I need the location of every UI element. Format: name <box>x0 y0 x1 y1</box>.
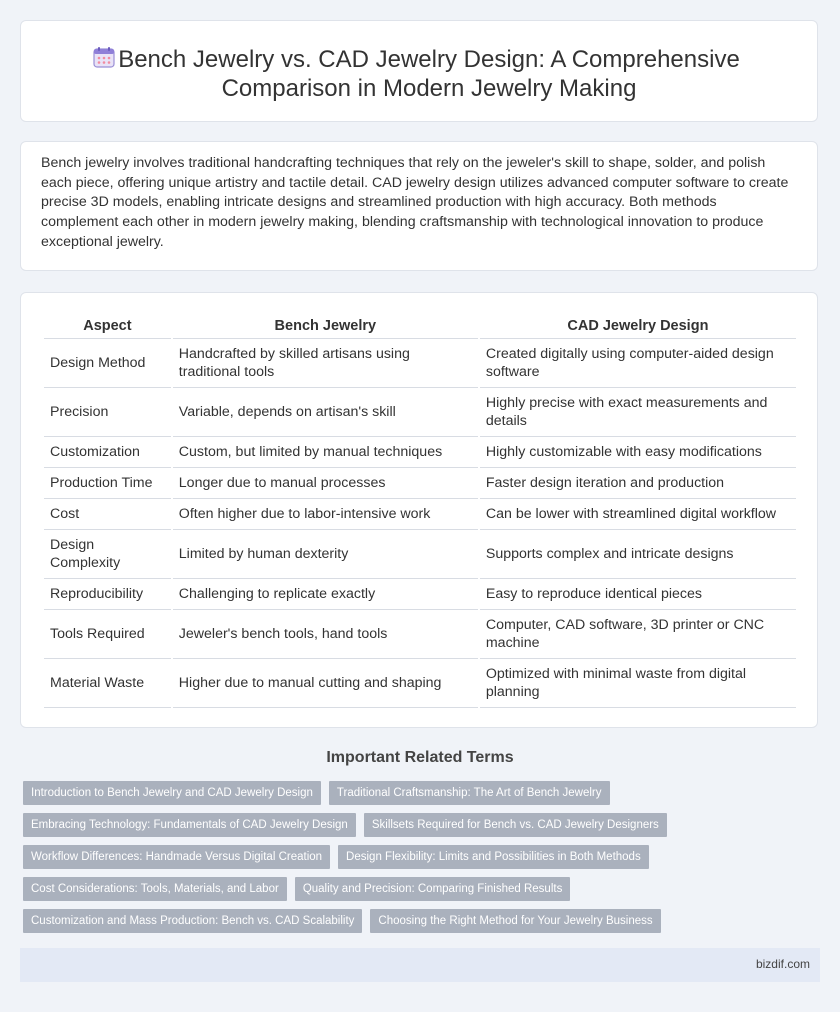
intro-paragraph: Bench jewelry involves traditional handcrafting techniques that rely on the jeweler's skill to shape, solder, and polish each piece, offering unique artistry and tactile detail. CAD jewelry design utilizes advanced computer software to create precise 3D models, enabling intricate designs and streamlined production with high accuracy. Both methods complement each other in modern jewelry making, blending craftsmanship with technological innovation to produce exceptional jewelry. <box>41 155 789 250</box>
related-term-link[interactable]: Customization and Mass Production: Bench vs. CAD Scalability <box>23 909 362 933</box>
table-cell: Highly precise with exact measurements and details <box>480 388 796 437</box>
table-cell: Precision <box>44 388 171 437</box>
table-cell: Design Method <box>44 339 171 388</box>
table-row <box>44 610 796 659</box>
table-row <box>44 388 796 437</box>
table-cell: Supports complex and intricate designs <box>480 530 796 579</box>
table-cell: Reproducibility <box>44 579 171 610</box>
column-header-cad: CAD Jewelry Design <box>480 316 796 339</box>
table-cell: Material Waste <box>44 659 171 708</box>
table-cell: Computer, CAD software, 3D printer or CNC machine <box>480 610 796 659</box>
table-cell: Longer due to manual processes <box>173 468 478 499</box>
related-term-link[interactable]: Quality and Precision: Comparing Finished Results <box>295 877 571 901</box>
table-header-row <box>44 316 796 339</box>
column-header-aspect: Aspect <box>44 316 171 339</box>
table-row <box>44 437 796 468</box>
table-cell: Created digitally using computer-aided design software <box>480 339 796 388</box>
table-cell: Variable, depends on artisan's skill <box>173 388 478 437</box>
comparison-card <box>20 292 818 728</box>
table-row <box>44 499 796 530</box>
table-row <box>44 339 796 388</box>
table-cell: Design Complexity <box>44 530 171 579</box>
related-term-link[interactable]: Workflow Differences: Handmade Versus Digital Creation <box>23 845 330 869</box>
table-cell: Tools Required <box>44 610 171 659</box>
table-row <box>44 468 796 499</box>
site-name[interactable]: bizdif.com <box>755 957 810 971</box>
table-cell: Handcrafted by skilled artisans using traditional tools <box>173 339 478 388</box>
related-term-link[interactable]: Embracing Technology: Fundamentals of CAD Jewelry Design <box>23 813 356 837</box>
table-cell: Customization <box>44 437 171 468</box>
related-terms-list <box>23 781 813 941</box>
related-term-link[interactable]: Skillsets Required for Bench vs. CAD Jewelry Designers <box>364 813 667 837</box>
table-row <box>44 579 796 610</box>
page-title: Bench Jewelry vs. CAD Jewelry Design: A Comprehensive Comparison in Modern Jewelry Making <box>118 46 740 102</box>
column-header-bench: Bench Jewelry <box>173 316 478 339</box>
table-cell: Jeweler's bench tools, hand tools <box>173 610 478 659</box>
table-cell: Custom, but limited by manual techniques <box>173 437 478 468</box>
table-row <box>44 659 796 708</box>
table-row <box>44 530 796 579</box>
related-term-link[interactable]: Design Flexibility: Limits and Possibilities in Both Methods <box>338 845 649 869</box>
table-cell: Easy to reproduce identical pieces <box>480 579 796 610</box>
table-cell: Production Time <box>44 468 171 499</box>
table-cell: Cost <box>44 499 171 530</box>
table-cell: Highly customizable with easy modifications <box>480 437 796 468</box>
comparison-table <box>42 316 798 708</box>
title-card <box>20 20 818 122</box>
table-cell: Often higher due to labor-intensive work <box>173 499 478 530</box>
related-term-link[interactable]: Cost Considerations: Tools, Materials, and Labor <box>23 877 287 901</box>
table-cell: Challenging to replicate exactly <box>173 579 478 610</box>
related-term-link[interactable]: Traditional Craftsmanship: The Art of Bench Jewelry <box>329 781 610 805</box>
footer <box>20 948 820 982</box>
table-cell: Can be lower with streamlined digital workflow <box>480 499 796 530</box>
table-cell: Limited by human dexterity <box>173 530 478 579</box>
table-cell: Optimized with minimal waste from digital planning <box>480 659 796 708</box>
table-cell: Higher due to manual cutting and shaping <box>173 659 478 708</box>
related-terms-heading: Important Related Terms <box>326 749 514 766</box>
table-cell: Faster design iteration and production <box>480 468 796 499</box>
related-term-link[interactable]: Choosing the Right Method for Your Jewelry Business <box>370 909 660 933</box>
intro-card <box>20 141 818 271</box>
related-term-link[interactable]: Introduction to Bench Jewelry and CAD Jewelry Design <box>23 781 321 805</box>
